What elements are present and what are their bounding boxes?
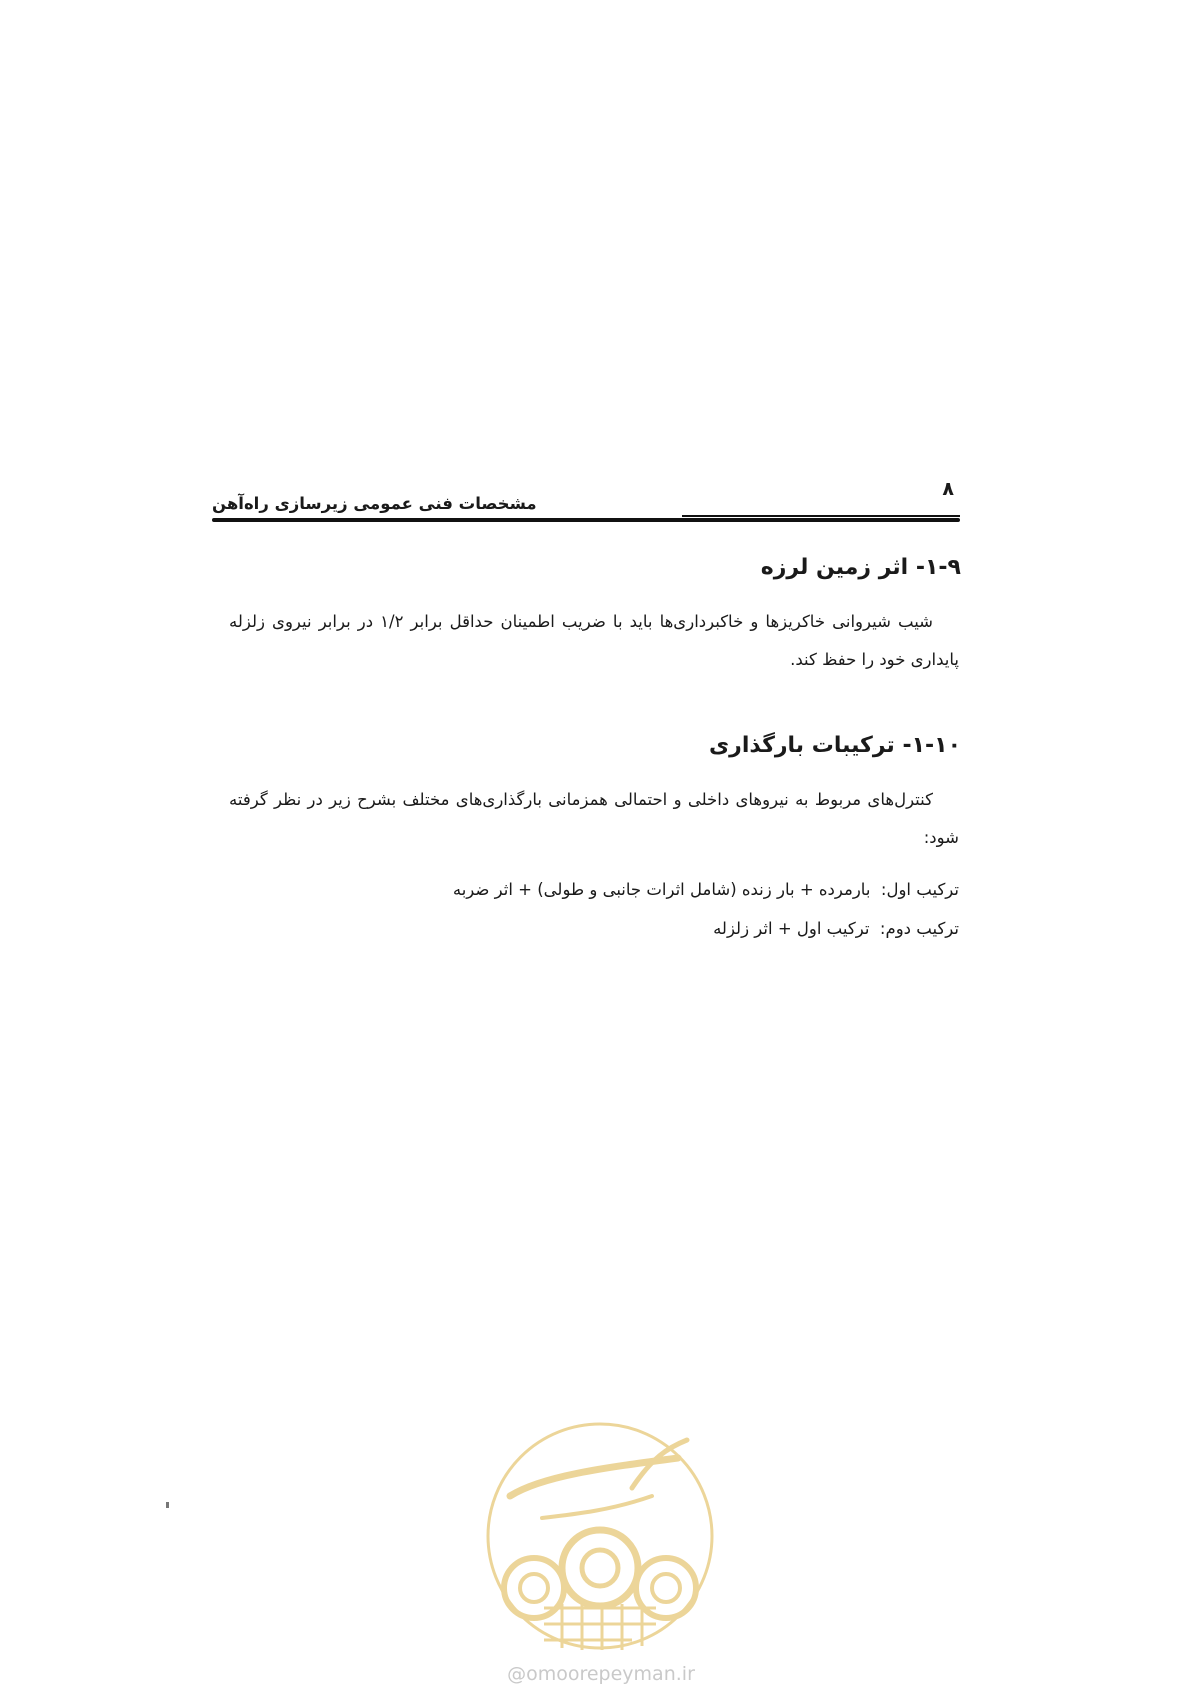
- paragraph-earthquake-text: شیب شیروانی خاکریزها و خاکبرداری‌ها باید با ضریب اطمینان حداقل برابر ۱/۲ در برابر نیروی زلزله پایداری خود را حفظ کند.: [229, 612, 959, 669]
- watermark-url: @omoorepeyman.ir: [507, 1663, 695, 1685]
- combination-two-text: ترکیب اول + اثر زلزله: [713, 919, 870, 938]
- paragraph-earthquake: [229, 603, 959, 679]
- combination-one: [453, 880, 959, 899]
- combination-two-label: ترکیب دوم:: [879, 919, 959, 938]
- combination-one-label: ترکیب اول:: [880, 880, 959, 899]
- header-rule-thin: [682, 515, 960, 517]
- page-number: ۸: [942, 478, 954, 500]
- section-title-earthquake: ۱-۹- اثر زمین لرزه: [760, 555, 961, 580]
- running-title: مشخصات فنی عمومی زیرسازی راه‌آهن: [212, 494, 537, 513]
- watermark-logo: [482, 1418, 718, 1654]
- section-title-load-combinations: ۱-۱۰- ترکیبات بارگذاری: [709, 733, 961, 758]
- paragraph-load-combinations: [229, 781, 959, 857]
- header-rule: [212, 518, 960, 522]
- combination-one-text: بارمرده + بار زنده (شامل اثرات جانبی و طولی) + اثر ضربه: [452, 880, 871, 899]
- combination-two: [713, 919, 959, 938]
- scan-speck: [166, 1502, 169, 1508]
- paragraph-load-combinations-text: کنترل‌های مربوط به نیروهای داخلی و احتمالی همزمانی بارگذاری‌های مختلف بشرح زیر در نظر گرفته شود:: [229, 790, 959, 847]
- page-header: [212, 478, 960, 528]
